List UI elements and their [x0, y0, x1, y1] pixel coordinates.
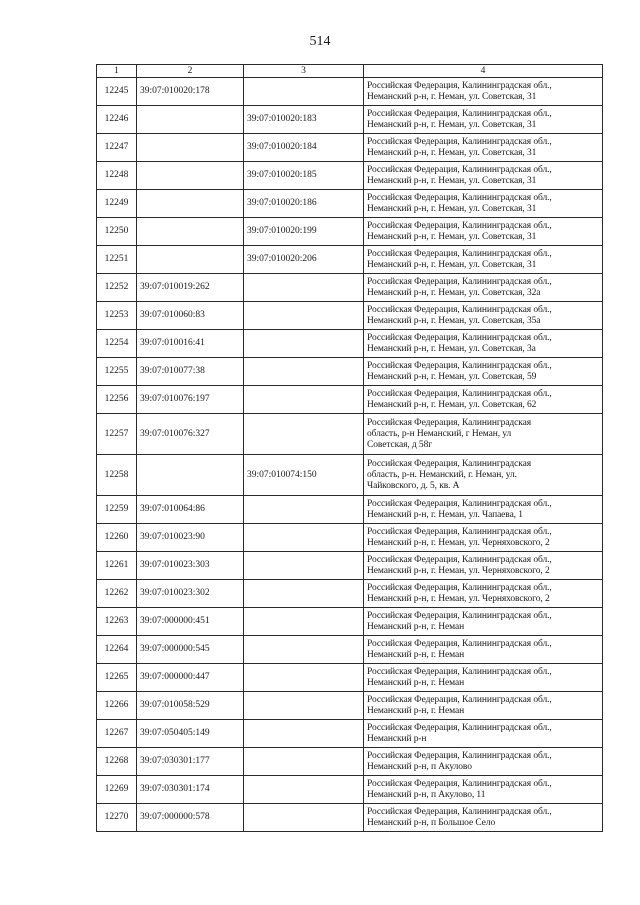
cadastral-number-col3 [244, 580, 364, 608]
table-row [97, 106, 603, 134]
address-cell [364, 358, 603, 386]
row-number: 12268 [97, 748, 137, 776]
registry-table [96, 64, 603, 832]
cadastral-number-col3 [244, 274, 364, 302]
address-cell [364, 386, 603, 414]
address-line: Российская Федерация, Калининградская обл., [367, 108, 552, 119]
page-number: 514 [309, 34, 331, 49]
address-line: Российская Федерация, Калининградская обл., [367, 666, 552, 677]
table-row [97, 274, 603, 302]
address-line: Российская Федерация, Калининградская обл., [367, 610, 552, 621]
cadastral-number-col3: 39:07:010020:206 [244, 246, 364, 274]
table-row [97, 190, 603, 218]
address-line: Российская Федерация, Калининградская обл., [367, 304, 552, 315]
address-line: Российская Федерация, Калининградская обл., [367, 722, 552, 733]
address-line: Неманский р-н, г. Неман, ул. Советская, 31 [367, 119, 537, 130]
row-number: 12262 [97, 580, 137, 608]
address-line: Российская Федерация, Калининградская обл., [367, 220, 552, 231]
address-cell [364, 134, 603, 162]
cadastral-number-col3 [244, 636, 364, 664]
address-cell [364, 274, 603, 302]
row-number: 12249 [97, 190, 137, 218]
address-cell [364, 496, 603, 524]
address-line: Неманский р-н, г. Неман, ул. Советская, 31 [367, 231, 537, 242]
table-row [97, 414, 603, 455]
cadastral-number-col2: 39:07:010058:529 [137, 692, 244, 720]
address-line: Российская Федерация, Калининградская обл., [367, 332, 552, 343]
table-row [97, 455, 603, 496]
table-row [97, 78, 603, 106]
table-row [97, 218, 603, 246]
address-cell [364, 804, 603, 832]
table-header-row [97, 65, 603, 78]
cadastral-number-col2: 39:07:010020:178 [137, 78, 244, 106]
row-number: 12246 [97, 106, 137, 134]
address-line: Российская Федерация, Калининградская [367, 458, 532, 469]
table-row [97, 776, 603, 804]
row-number: 12270 [97, 804, 137, 832]
cadastral-number-col3 [244, 748, 364, 776]
cadastral-number-col2 [137, 190, 244, 218]
cadastral-number-col3 [244, 496, 364, 524]
row-number: 12247 [97, 134, 137, 162]
address-line: Неманский р-н, г. Неман, ул. Черняховского, 2 [367, 565, 550, 576]
address-line: Неманский р-н, г. Неман, ул. Советская, 32а [367, 287, 541, 298]
row-number: 12269 [97, 776, 137, 804]
cadastral-number-col2 [137, 106, 244, 134]
address-line: Неманский р-н, г. Неман, ул. Советская, 3а [367, 343, 536, 354]
address-line: Неманский р-н, г. Неман, ул. Черняховского, 2 [367, 593, 550, 604]
address-line: Российская Федерация, Калининградская обл., [367, 806, 552, 817]
cadastral-number-col2: 39:07:050405:149 [137, 720, 244, 748]
cadastral-number-col3 [244, 608, 364, 636]
cadastral-number-col2: 39:07:000000:545 [137, 636, 244, 664]
address-cell [364, 302, 603, 330]
cadastral-number-col3: 39:07:010020:186 [244, 190, 364, 218]
table-row [97, 664, 603, 692]
column-header: 2 [137, 65, 244, 78]
cadastral-number-col2: 39:07:030301:177 [137, 748, 244, 776]
cadastral-number-col2: 39:07:010023:90 [137, 524, 244, 552]
cadastral-number-col2: 39:07:000000:451 [137, 608, 244, 636]
address-cell [364, 552, 603, 580]
address-cell [364, 748, 603, 776]
address-line: Российская Федерация, Калининградская обл., [367, 136, 552, 147]
address-line: Российская Федерация, Калининградская обл., [367, 554, 552, 565]
address-line: Неманский р-н, г. Неман, ул. Советская, 31 [367, 203, 537, 214]
row-number: 12248 [97, 162, 137, 190]
row-number: 12265 [97, 664, 137, 692]
cadastral-number-col3 [244, 720, 364, 748]
cadastral-number-col2: 39:07:000000:578 [137, 804, 244, 832]
cadastral-number-col3 [244, 302, 364, 330]
address-line: Советская, д 58г [367, 439, 433, 450]
cadastral-number-col2: 39:07:010023:302 [137, 580, 244, 608]
address-line: Неманский р-н, г. Неман, ул. Советская, 31 [367, 259, 537, 270]
row-number: 12260 [97, 524, 137, 552]
table-row [97, 162, 603, 190]
table-row [97, 524, 603, 552]
table-row [97, 386, 603, 414]
address-cell [364, 580, 603, 608]
table-row [97, 720, 603, 748]
table-row [97, 330, 603, 358]
address-cell [364, 664, 603, 692]
address-line: Российская Федерация, Калининградская обл., [367, 276, 552, 287]
address-cell [364, 106, 603, 134]
row-number: 12253 [97, 302, 137, 330]
table-row [97, 246, 603, 274]
cadastral-number-col3: 39:07:010074:150 [244, 455, 364, 496]
address-line: Российская Федерация, Калининградская обл., [367, 192, 552, 203]
table-row [97, 552, 603, 580]
address-line: Российская Федерация, Калининградская обл., [367, 638, 552, 649]
table-row [97, 358, 603, 386]
table-row [97, 134, 603, 162]
table-row [97, 580, 603, 608]
table-row [97, 496, 603, 524]
cadastral-number-col3 [244, 804, 364, 832]
address-line: область, р-н. Неманский, г. Неман, ул. [367, 469, 517, 480]
address-line: Российская Федерация, Калининградская обл., [367, 750, 552, 761]
row-number: 12256 [97, 386, 137, 414]
address-cell [364, 692, 603, 720]
column-header: 1 [97, 65, 137, 78]
address-cell [364, 218, 603, 246]
column-header: 3 [244, 65, 364, 78]
address-line: Неманский р-н, г. Неман [367, 705, 465, 716]
address-cell [364, 776, 603, 804]
row-number: 12255 [97, 358, 137, 386]
row-number: 12254 [97, 330, 137, 358]
cadastral-number-col3 [244, 776, 364, 804]
cadastral-number-col2 [137, 246, 244, 274]
table-row [97, 636, 603, 664]
cadastral-number-col3: 39:07:010020:184 [244, 134, 364, 162]
address-line: Российская Федерация, Калининградская обл., [367, 778, 552, 789]
address-cell [364, 246, 603, 274]
table-row [97, 748, 603, 776]
row-number: 12264 [97, 636, 137, 664]
cadastral-number-col2 [137, 134, 244, 162]
column-header: 4 [364, 65, 603, 78]
cadastral-number-col2: 39:07:010077:38 [137, 358, 244, 386]
address-line: Российская Федерация, Калининградская обл., [367, 498, 552, 509]
address-line: область, р-н Неманский, г Неман, ул [367, 428, 512, 439]
table-row [97, 692, 603, 720]
address-line: Неманский р-н [367, 733, 427, 744]
cadastral-number-col3 [244, 358, 364, 386]
address-line: Российская Федерация, Калининградская обл., [367, 164, 552, 175]
row-number: 12252 [97, 274, 137, 302]
row-number: 12261 [97, 552, 137, 580]
address-line: Российская Федерация, Калининградская обл., [367, 582, 552, 593]
cadastral-number-col2 [137, 162, 244, 190]
cadastral-number-col2: 39:07:010060:83 [137, 302, 244, 330]
table-row [97, 302, 603, 330]
address-line: Российская Федерация, Калининградская обл., [367, 80, 552, 91]
cadastral-number-col2: 39:07:010023:303 [137, 552, 244, 580]
address-line: Неманский р-н, г. Неман, ул. Чапаева, 1 [367, 509, 523, 520]
row-number: 12245 [97, 78, 137, 106]
address-cell [364, 636, 603, 664]
cadastral-number-col3 [244, 386, 364, 414]
cadastral-number-col3 [244, 552, 364, 580]
cadastral-number-col3 [244, 664, 364, 692]
address-line: Неманский р-н, г. Неман, ул. Советская, 62 [367, 399, 537, 410]
address-line: Российская Федерация, Калининградская обл., [367, 388, 552, 399]
address-cell [364, 330, 603, 358]
address-line: Неманский р-н, п Большое Село [367, 817, 496, 828]
address-line: Неманский р-н, г. Неман, ул. Советская, 59 [367, 371, 537, 382]
cadastral-number-col2: 39:07:010076:327 [137, 414, 244, 455]
address-line: Чайковского, д. 5, кв. А [367, 480, 460, 491]
address-cell [364, 190, 603, 218]
row-number: 12263 [97, 608, 137, 636]
address-line: Неманский р-н, г. Неман [367, 649, 465, 660]
cadastral-number-col2: 39:07:000000:447 [137, 664, 244, 692]
address-line: Неманский р-н, г. Неман, ул. Советская, 31 [367, 91, 537, 102]
row-number: 12259 [97, 496, 137, 524]
cadastral-number-col3 [244, 524, 364, 552]
address-line: Российская Федерация, Калининградская [367, 417, 532, 428]
row-number: 12267 [97, 720, 137, 748]
cadastral-number-col2: 39:07:010019:262 [137, 274, 244, 302]
cadastral-number-col3 [244, 692, 364, 720]
address-line: Российская Федерация, Калининградская обл., [367, 360, 552, 371]
address-cell [364, 78, 603, 106]
address-line: Неманский р-н, г. Неман [367, 677, 465, 688]
row-number: 12251 [97, 246, 137, 274]
table-row [97, 608, 603, 636]
address-line: Неманский р-н, г. Неман, ул. Советская, 31 [367, 175, 537, 186]
cadastral-number-col2: 39:07:010016:41 [137, 330, 244, 358]
address-cell [364, 720, 603, 748]
address-cell [364, 162, 603, 190]
cadastral-number-col2 [137, 218, 244, 246]
cadastral-number-col2: 39:07:010076:197 [137, 386, 244, 414]
address-cell [364, 608, 603, 636]
row-number: 12266 [97, 692, 137, 720]
address-line: Неманский р-н, п Акулово [367, 761, 472, 772]
cadastral-number-col3 [244, 78, 364, 106]
address-line: Российская Федерация, Калининградская обл., [367, 526, 552, 537]
address-cell [364, 414, 603, 455]
cadastral-number-col3 [244, 414, 364, 455]
row-number: 12250 [97, 218, 137, 246]
row-number: 12257 [97, 414, 137, 455]
address-line: Неманский р-н, г. Неман, ул. Советская, 31 [367, 147, 537, 158]
cadastral-number-col2: 39:07:010064:86 [137, 496, 244, 524]
address-line: Неманский р-н, г. Неман, ул. Советская, 35а [367, 315, 541, 326]
cadastral-number-col2 [137, 455, 244, 496]
address-cell [364, 524, 603, 552]
address-line: Неманский р-н, п Акулово, 11 [367, 789, 486, 800]
table-row [97, 804, 603, 832]
cadastral-number-col3 [244, 330, 364, 358]
address-line: Неманский р-н, г. Неман [367, 621, 465, 632]
address-cell [364, 455, 603, 496]
address-line: Российская Федерация, Калининградская обл., [367, 248, 552, 259]
address-line: Российская Федерация, Калининградская обл., [367, 694, 552, 705]
address-line: Неманский р-н, г. Неман, ул. Черняховского, 2 [367, 537, 550, 548]
row-number: 12258 [97, 455, 137, 496]
cadastral-number-col2: 39:07:030301:174 [137, 776, 244, 804]
cadastral-number-col3: 39:07:010020:185 [244, 162, 364, 190]
cadastral-number-col3: 39:07:010020:183 [244, 106, 364, 134]
cadastral-number-col3: 39:07:010020:199 [244, 218, 364, 246]
